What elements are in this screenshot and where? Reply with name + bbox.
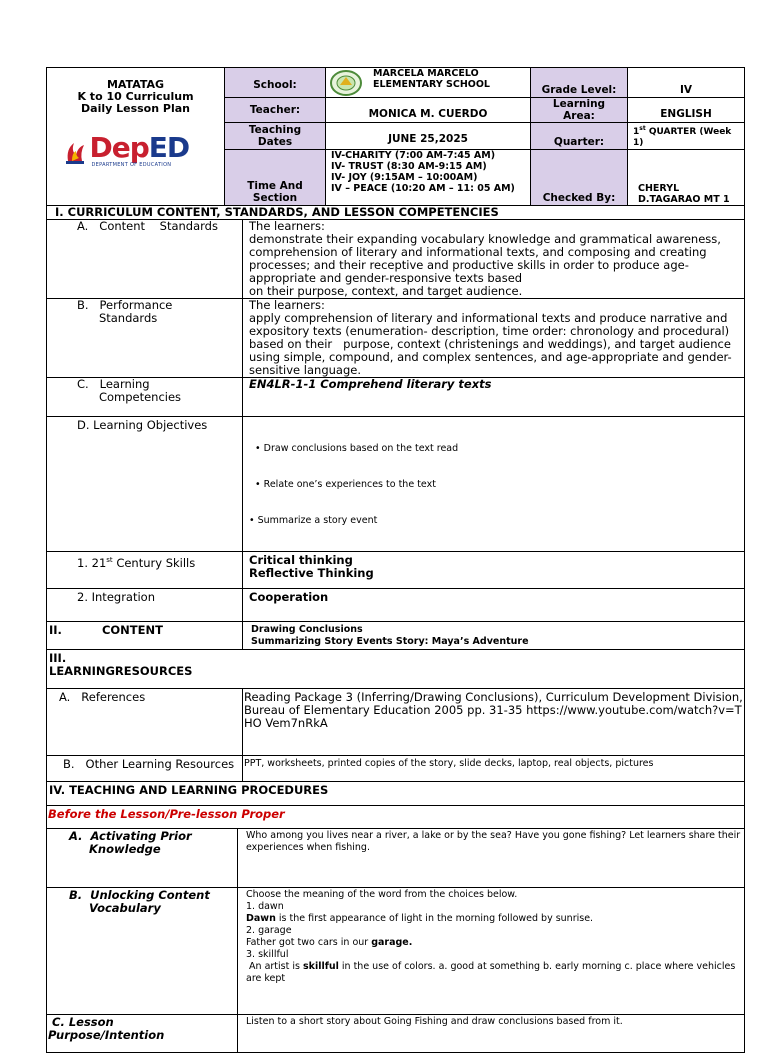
- checked-value: CHERYL D.TAGARAO MT 1: [628, 150, 745, 206]
- references-label: A. References: [47, 689, 243, 756]
- matatag-line-2: K to 10 Curriculum: [77, 90, 194, 103]
- learning-competencies-text: EN4LR-1-1 Comprehend literary texts: [243, 378, 745, 417]
- time-line-joy: IV- JOY (9:15AM – 10:00AM): [331, 172, 478, 183]
- vocab-sentence-skillful-rest: in the use of colors. a. good at something b. early morning c. place where vehicles are kept: [246, 961, 739, 984]
- header-logo-cell: [47, 68, 225, 206]
- school-seal-icon: [329, 69, 363, 97]
- content-standards-label: A. Content Standards: [47, 220, 243, 299]
- vocab-intro: Choose the meaning of the word from the choices below.: [246, 889, 518, 900]
- objective-item: • Summarize a story event: [249, 515, 378, 526]
- references-text: Reading Package 3 (Inferring/Drawing Conclusions), Curriculum Development Division, Bureau of Elementary Education 2005 pp. 31-35 https://www.youtube.com/watch?v=THO Vem7nRkA: [243, 689, 745, 756]
- learning-competencies-label: C. Learning Competencies: [47, 378, 243, 417]
- time-label: Time And Section: [225, 150, 326, 206]
- time-value: [326, 150, 531, 206]
- matatag-line-1: MATATAG: [106, 78, 165, 91]
- century-skills-label-post: Century Skills: [112, 555, 196, 570]
- activating-prior-knowledge-text: Who among you lives near a river, a lake or by the sea? Have you gone fishing? Let learners share their experiences when fishing.: [238, 829, 745, 888]
- grade-label: Grade Level:: [531, 68, 628, 98]
- teacher-label: Teacher:: [225, 98, 326, 123]
- school-label: School:: [225, 68, 326, 98]
- integration-text: Cooperation: [243, 589, 745, 622]
- learning-objectives-label: D. Learning Objectives: [47, 417, 243, 552]
- procedures-table: [46, 828, 745, 1053]
- content-standards-text: The learners: demonstrate their expanding vocabulary knowledge and grammatical awareness, comprehension of literary and informational texts, and composing and creating processes; and their receptive and productive skills in order to produce age-appropriate and gender-responsive texts based on their purpose, context, and target audience.: [243, 220, 745, 299]
- century-skills-text: Critical thinking Reflective Thinking: [243, 552, 745, 589]
- torch-icon: [60, 131, 90, 165]
- vocab-word-skillful: 3. skillful: [246, 949, 289, 960]
- performance-standards-label: B. Performance Standards: [47, 299, 243, 378]
- activating-prior-knowledge-label: A. Activating Prior Knowledge: [47, 829, 238, 888]
- teacher-value: MONICA M. CUERDO: [326, 98, 531, 123]
- area-value: ENGLISH: [628, 98, 745, 123]
- time-line-trust: IV- TRUST (8:30 AM-9:15 AM): [331, 161, 487, 172]
- quarter-text: QUARTER (Week 1): [633, 127, 732, 148]
- integration-label: 2. Integration: [47, 589, 243, 622]
- vocab-sentence-skillful-pre: An artist is: [246, 961, 303, 972]
- header-table: [46, 67, 745, 206]
- other-resources-text: PPT, worksheets, printed copies of the story, slide decks, laptop, real objects, pictures: [243, 756, 745, 782]
- quarter-suffix: st: [639, 125, 646, 132]
- vocab-bold-dawn: Dawn: [246, 913, 276, 924]
- quarter-value: [628, 123, 745, 150]
- section-2-heading: II. CONTENT: [47, 622, 243, 650]
- area-label: Learning Area:: [531, 98, 628, 123]
- lesson-purpose-text: Listen to a short story about Going Fishing and draw conclusions based from it.: [238, 1015, 745, 1053]
- time-line-charity: IV-CHARITY (7:00 AM-7:45 AM): [331, 150, 496, 161]
- century-skills-label: [47, 552, 243, 589]
- before-lesson-heading: Before the Lesson/Pre-lesson Proper: [47, 806, 745, 829]
- lesson-plan-document: [46, 67, 744, 1042]
- lesson-purpose-label: C. Lesson Purpose/Intention: [47, 1015, 238, 1053]
- vocab-sentence-dawn: [246, 913, 744, 925]
- school-value-cell: [326, 68, 531, 98]
- checked-label: Checked By:: [531, 150, 628, 206]
- performance-standards-text: The learners: apply comprehension of literary and informational texts and produce narrative and expository texts (enumeration- description, time order: chronology and procedural) based on their purpose, context (christenings and weddings), and target audience using simple, compound, and complex sentences, and age-appropriate and gender- sensitive language.: [243, 299, 745, 378]
- unlocking-vocabulary-text: [238, 888, 745, 1015]
- century-skills-label-sup: st: [106, 556, 113, 564]
- century-skills-label-pre: 1. 21: [77, 555, 107, 570]
- section-1-heading: I. CURRICULUM CONTENT, STANDARDS, AND LESSON COMPETENCIES: [47, 206, 745, 220]
- school-value: MARCELA MARCELO ELEMENTARY SCHOOL: [373, 68, 490, 90]
- dates-value: JUNE 25,2025: [326, 123, 531, 150]
- time-line-peace: IV – PEACE (10:20 AM – 11: 05 AM): [331, 183, 515, 194]
- vocab-sentence-garage: [246, 937, 744, 949]
- deped-logo-text: DepED: [89, 131, 190, 164]
- vocab-word-garage: 2. garage: [246, 925, 292, 936]
- vocab-sentence-dawn-rest: is the first appearance of light in the morning followed by sunrise.: [275, 913, 594, 924]
- matatag-title: [47, 79, 224, 115]
- main-table: [46, 205, 745, 829]
- objective-item: • Relate one’s experiences to the text: [249, 479, 436, 490]
- section-4-heading: IV. TEACHING AND LEARNING PROCEDURES: [47, 782, 745, 806]
- unlocking-vocabulary-label: B. Unlocking Content Vocabulary: [47, 888, 238, 1015]
- quarter-label: Quarter:: [531, 123, 628, 150]
- vocab-bold-garage: garage.: [371, 937, 413, 948]
- deped-logo: [66, 133, 206, 169]
- matatag-line-3: Daily Lesson Plan: [81, 102, 190, 115]
- learning-objectives-list: [243, 417, 745, 552]
- vocab-sentence-garage-pre: Father got two cars in our: [246, 937, 372, 948]
- quarter-number: 1: [633, 127, 640, 137]
- other-resources-label: B. Other Learning Resources: [47, 756, 243, 782]
- objective-item: • Draw conclusions based on the text read: [249, 443, 459, 454]
- vocab-sentence-skillful: [246, 961, 744, 985]
- content-text: Drawing Conclusions Summarizing Story Events Story: Maya’s Adventure: [243, 622, 745, 650]
- dates-label: Teaching Dates: [225, 123, 326, 150]
- vocab-bold-skillful: skillful: [302, 961, 339, 972]
- deped-logo-subtext: DEPARTMENT OF EDUCATION: [91, 162, 172, 168]
- vocab-word-dawn: 1. dawn: [246, 901, 284, 912]
- grade-value: IV: [628, 68, 745, 98]
- section-3-heading: III. LEARNINGRESOURCES: [47, 650, 745, 689]
